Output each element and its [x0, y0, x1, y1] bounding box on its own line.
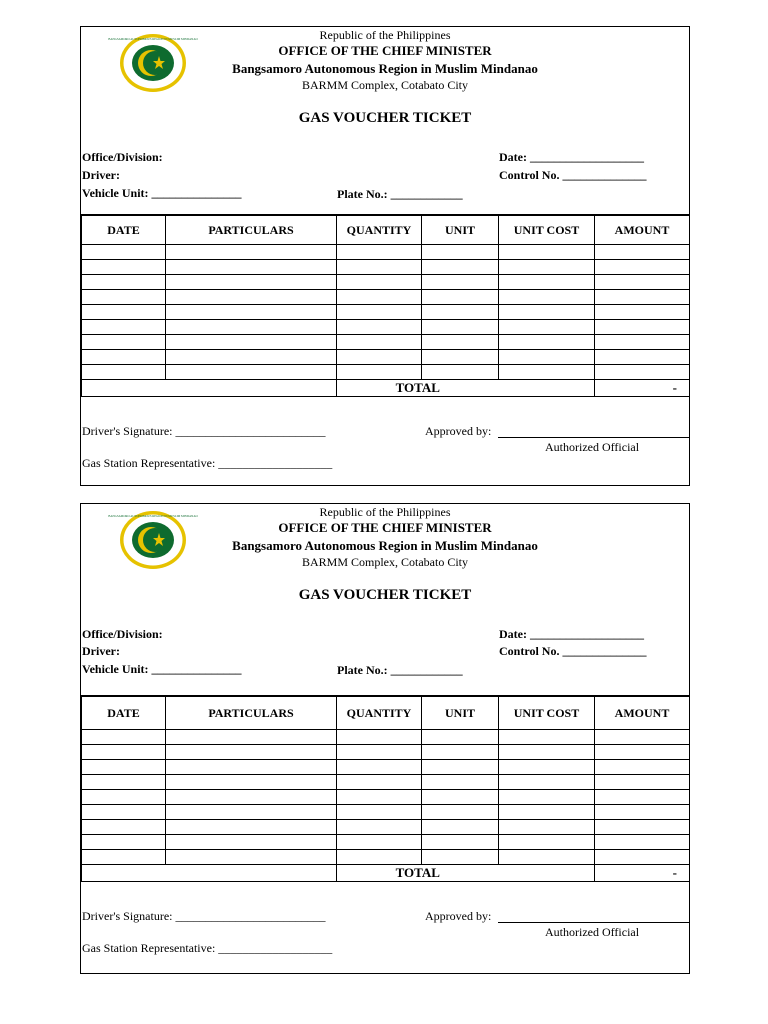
col-header-date: DATE [82, 696, 166, 730]
col-header-particulars: PARTICULARS [166, 215, 337, 245]
table-row[interactable] [82, 275, 690, 290]
table-row[interactable] [82, 335, 690, 350]
approved-by-label: Approved by: [425, 424, 492, 438]
approved-by-label: Approved by: [425, 909, 492, 923]
vehicle-unit-field[interactable]: Vehicle Unit: _______________ [82, 186, 242, 200]
authorized-official-label: Authorized Official [545, 440, 640, 454]
table-row[interactable] [82, 820, 690, 835]
driver-field[interactable]: Driver: [82, 168, 120, 182]
office-address: BARMM Complex, Cotabato City [301, 555, 468, 569]
table-row[interactable] [82, 775, 690, 790]
col-header-unit: UNIT [422, 696, 499, 730]
voucher-title: GAS VOUCHER TICKET [298, 587, 472, 603]
office-address: BARMM Complex, Cotabato City [301, 78, 468, 92]
col-header-amount: AMOUNT [595, 696, 690, 730]
vehicle-unit-field[interactable]: Vehicle Unit: _______________ [82, 662, 242, 676]
approved-by-signature-line[interactable] [498, 922, 689, 923]
republic-text: Republic of the Philippines [319, 28, 451, 42]
approved-by-signature-line[interactable] [498, 437, 689, 438]
col-header-quantity: QUANTITY [337, 215, 422, 245]
table-row[interactable] [82, 260, 690, 275]
table-row[interactable] [82, 730, 690, 745]
gas-station-rep-field[interactable]: Gas Station Representative: ___________________ [82, 941, 333, 955]
col-header-unit: UNIT [422, 215, 499, 245]
gas-station-rep-field[interactable]: Gas Station Representative: ___________________ [82, 456, 333, 470]
col-header-unit-cost: UNIT COST [499, 215, 595, 245]
col-header-date: DATE [82, 215, 166, 245]
total-value: - [595, 865, 690, 882]
driver-field[interactable]: Driver: [82, 644, 120, 658]
table-row[interactable] [82, 745, 690, 760]
total-row [82, 865, 690, 882]
driver-signature-field[interactable]: Driver's Signature: _________________________ [82, 424, 326, 438]
table-row[interactable] [82, 835, 690, 850]
region-title: Bangsamoro Autonomous Region in Muslim Mindanao [232, 538, 538, 553]
table-row[interactable] [82, 245, 690, 260]
office-title: OFFICE OF THE CHIEF MINISTER [278, 520, 492, 535]
table-header-row [82, 696, 690, 730]
col-header-particulars: PARTICULARS [166, 696, 337, 730]
table-row[interactable] [82, 350, 690, 365]
table-row[interactable] [82, 760, 690, 775]
region-title: Bangsamoro Autonomous Region in Muslim Mindanao [232, 61, 538, 76]
total-label: TOTAL [337, 865, 499, 882]
office-division-field[interactable]: Office/Division: [82, 150, 163, 164]
authorized-official-label: Authorized Official [545, 925, 640, 939]
col-header-quantity: QUANTITY [337, 696, 422, 730]
table-header-row [82, 215, 690, 245]
date-field[interactable]: Date: ___________________ [499, 627, 644, 641]
gas-voucher-1 [80, 26, 690, 486]
date-field[interactable]: Date: ___________________ [499, 150, 644, 164]
plate-no-field[interactable]: Plate No.: ____________ [337, 187, 463, 201]
items-table [81, 695, 690, 882]
svg-text:BANGSAMORO AUTONOMOUS REGION I: BANGSAMORO AUTONOMOUS REGION IN MUSLIM MINDANAO [108, 514, 198, 518]
control-no-field[interactable]: Control No. ______________ [499, 644, 647, 658]
table-row[interactable] [82, 365, 690, 380]
total-row [82, 380, 690, 397]
total-value: - [595, 380, 690, 397]
svg-text:BANGSAMORO AUTONOMOUS REGION I: BANGSAMORO AUTONOMOUS REGION IN MUSLIM MINDANAO [108, 37, 198, 41]
table-row[interactable] [82, 305, 690, 320]
driver-signature-field[interactable]: Driver's Signature: _________________________ [82, 909, 326, 923]
control-no-field[interactable]: Control No. ______________ [499, 168, 647, 182]
col-header-unit-cost: UNIT COST [499, 696, 595, 730]
col-header-amount: AMOUNT [595, 215, 690, 245]
voucher-title: GAS VOUCHER TICKET [298, 110, 472, 126]
plate-no-field[interactable]: Plate No.: ____________ [337, 663, 463, 677]
office-division-field[interactable]: Office/Division: [82, 627, 163, 641]
items-table [81, 214, 690, 397]
table-row[interactable] [82, 850, 690, 865]
office-title: OFFICE OF THE CHIEF MINISTER [278, 43, 492, 58]
table-row[interactable] [82, 805, 690, 820]
republic-text: Republic of the Philippines [319, 505, 451, 519]
table-row[interactable] [82, 320, 690, 335]
table-row[interactable] [82, 790, 690, 805]
table-row[interactable] [82, 290, 690, 305]
total-label: TOTAL [337, 380, 499, 397]
gas-voucher-2 [80, 503, 690, 974]
